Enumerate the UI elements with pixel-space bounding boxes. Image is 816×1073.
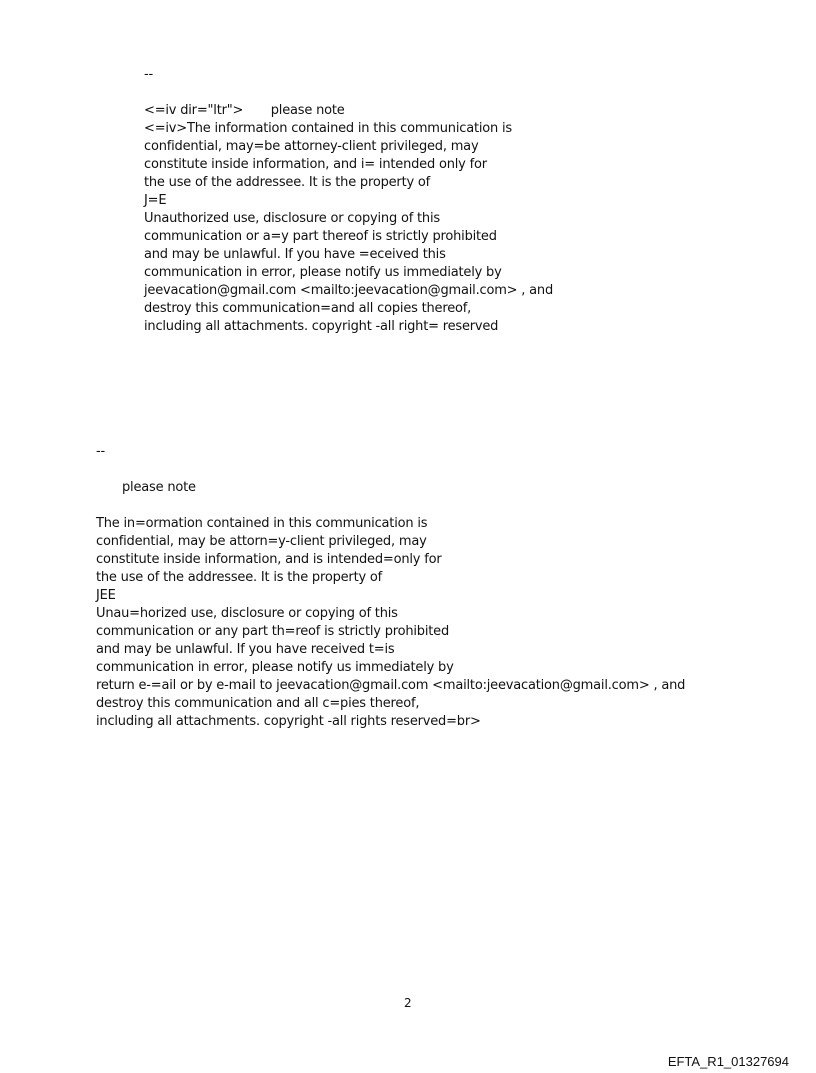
- page-number: 2: [404, 996, 412, 1010]
- block2-line: the use of the addressee. It is the property of: [96, 570, 383, 585]
- separator-1: --: [144, 67, 153, 82]
- block1-line: communication in error, please notify us immediately by: [144, 265, 502, 280]
- please-note-heading: please note: [122, 480, 196, 495]
- block1-line: the use of the addressee. It is the property of: [144, 175, 431, 190]
- block1-line: J=E: [144, 193, 167, 208]
- block2-line: return e-=ail or by e-mail to jeevacation@gmail.com <mailto:jeevacation@gmail.com> , and: [96, 678, 686, 693]
- document-id: EFTA_R1_01327694: [667, 1054, 789, 1069]
- block1-line: jeevacation@gmail.com <mailto:jeevacation@gmail.com> , and: [144, 283, 554, 298]
- block1-line: Unauthorized use, disclosure or copying of this: [144, 211, 440, 226]
- block1-line: destroy this communication=and all copies thereof,: [144, 301, 472, 316]
- block2-line: destroy this communication and all c=pies thereof,: [96, 696, 420, 711]
- block1-line: constitute inside information, and i= intended only for: [144, 157, 487, 172]
- block2-line: communication or any part th=reof is strictly prohibited: [96, 624, 450, 639]
- block2-line: including all attachments. copyright -all rights reserved=br>: [96, 714, 481, 729]
- block2-line: and may be unlawful. If you have received t=is: [96, 642, 395, 657]
- block1-line: communication or a=y part thereof is strictly prohibited: [144, 229, 497, 244]
- block1-line: confidential, may=be attorney-client privileged, may: [144, 139, 479, 154]
- block2-line: The in=ormation contained in this communication is: [96, 516, 428, 531]
- block2-line: Unau=horized use, disclosure or copying of this: [96, 606, 398, 621]
- block1-line: <=iv>The information contained in this communication is: [144, 121, 512, 136]
- block2-line: constitute inside information, and is intended=only for: [96, 552, 442, 567]
- block2-line: communication in error, please notify us immediately by: [96, 660, 454, 675]
- block1-line: and may be unlawful. If you have =eceived this: [144, 247, 446, 262]
- separator-2: --: [96, 444, 105, 459]
- block1-line: <=iv dir="ltr"> please note: [144, 103, 345, 118]
- block2-line: confidential, may be attorn=y-client privileged, may: [96, 534, 427, 549]
- block1-line: including all attachments. copyright -all right= reserved: [144, 319, 499, 334]
- block2-line: JEE: [96, 588, 116, 603]
